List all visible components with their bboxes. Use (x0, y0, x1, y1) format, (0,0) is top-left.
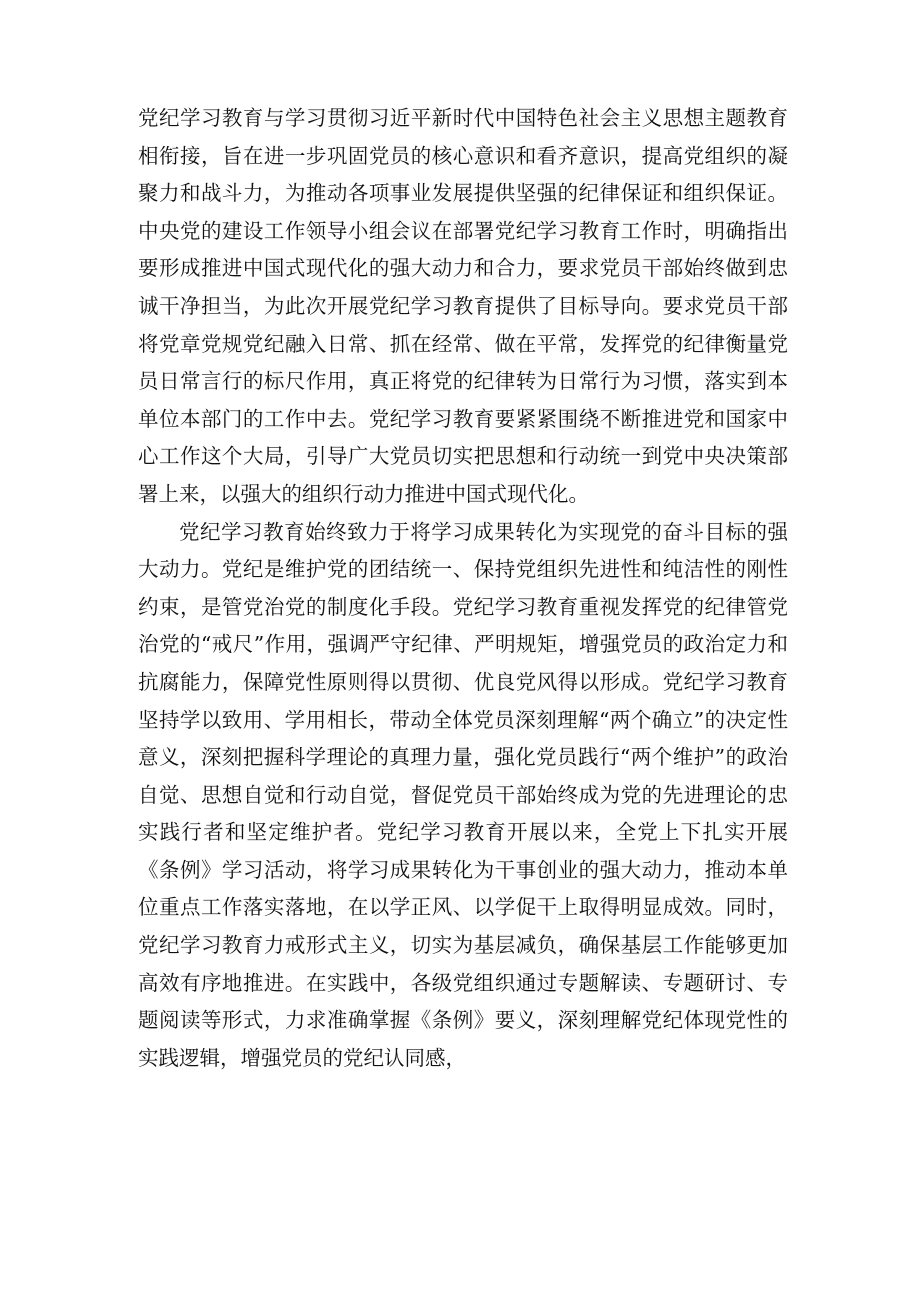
document-body (138, 100, 788, 1077)
paragraph-1: 党纪学习教育与学习贯彻习近平新时代中国特色社会主义思想主题教育相衔接，旨在进一步巩固党员的核心意识和看齐意识，提高党组织的凝聚力和战斗力，为推动各项事业发展提供坚强的纪律保证和组织保证。中央党的建设工作领导小组会议在部署党纪学习教育工作时，明确指出要形成推进中国式现代化的强大动力和合力，要求党员干部始终做到忠诚干净担当，为此次开展党纪学习教育提供了目标导向。要求党员干部将党章党规党纪融入日常、抓在经常、做在平常，发挥党的纪律衡量党员日常言行的标尺作用，真正将党的纪律转为日常行为习惯，落实到本单位本部门的工作中去。党纪学习教育要紧紧围绕不断推进党和国家中心工作这个大局，引导广大党员切实把思想和行动统一到党中央决策部署上来，以强大的组织行动力推进中国式现代化。 (138, 106, 788, 506)
paragraph-2: 党纪学习教育始终致力于将学习成果转化为实现党的奋斗目标的强大动力。党纪是维护党的团结统一、保持党组织先进性和纯洁性的刚性约束，是管党治党的制度化手段。党纪学习教育重视发挥党的纪律管党治党的“戒尺”作用，强调严守纪律、严明规矩，增强党员的政治定力和抗腐能力，保障党性原则得以贯彻、优良党风得以形成。党纪学习教育坚持学以致用、学用相长，带动全体党员深刻理解“两个确立”的决定性意义，深刻把握科学理论的真理力量，强化党员践行“两个维护”的政治自觉、思想自觉和行动自觉，督促党员干部始终成为党的先进理论的忠实践行者和坚定维护者。党纪学习教育开展以来，全党上下扎实开展《条例》学习活动，将学习成果转化为干事创业的强大动力，推动本单位重点工作落实落地，在以学正风、以学促干上取得明显成效。同时，党纪学习教育力戒形式主义，切实为基层减负，确保基层工作能够更加高效有序地推进。在实践中，各级党组织通过专题解读、专题研讨、专题阅读等形式，力求准确掌握《条例》要义，深刻理解党纪体现党性的实践逻辑，增强党员的党纪认同感， (138, 519, 788, 1070)
